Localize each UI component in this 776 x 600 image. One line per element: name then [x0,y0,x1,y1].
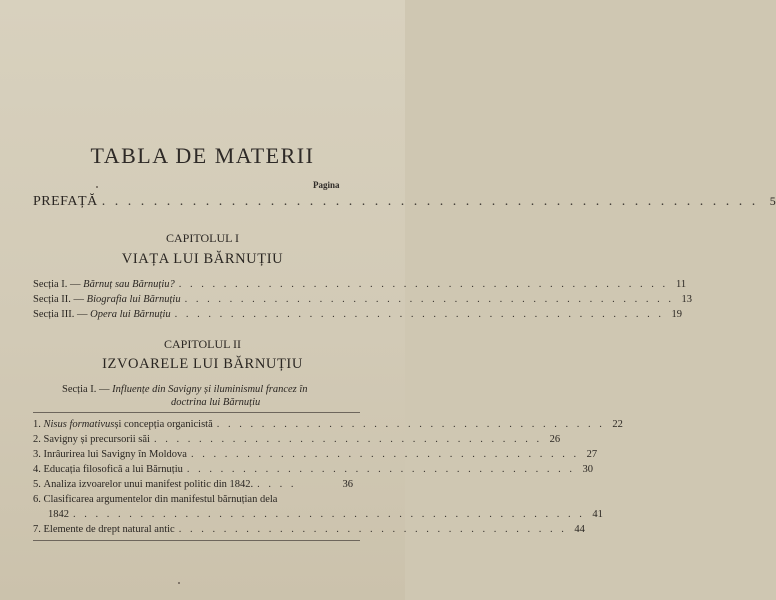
entry-text: Educația filosofică a lui Bărnuțiu [43,464,183,475]
chapter-1-label: CAPITOLUL I [166,231,239,245]
toc-row [33,494,353,505]
entry-page: 22 [612,419,623,430]
entry-text: Inrâurirea lui Savigny în Moldova [43,449,187,460]
entry-number: 5. [33,479,41,490]
entry-number: 2. [33,434,41,445]
entry-page: 27 [586,449,598,460]
section-header-title-line2: doctrina lui Bărnuțiu [171,397,261,408]
toc-row [33,479,353,490]
dot-leader: . . . . . . . . . . . . . . . . . . . . . . . . . . . . . . . . . . . . . . . . . . . . . . [73,509,585,520]
toc-row [33,309,683,320]
chapter-2-label: CAPITOLUL II [164,337,241,351]
entry-page: 30 [582,464,593,475]
paper-speck [96,186,98,188]
toc-row [33,524,585,535]
page-title: TABLA DE MATERII [90,143,315,168]
toc-row [33,294,692,305]
chapter-2-title: IZVOARELE LUI BĂRNUȚIU [102,356,303,372]
toc-row [33,419,623,430]
entry-number: 7. [33,524,41,535]
page-column-header: Pagina [313,180,340,190]
preface-page: 5 [769,194,776,208]
dot-leader: . . . . . . . . . . . . . . . . . . . . . . . . . . . . . . . . . . . . . . . . . . . . . . . . . . . [101,194,759,209]
dot-leader: . . . . . . . . . . . . . . . . . . . . . . . . . . . . . . . . . . . . . . . . . . . . [184,294,674,305]
entry-text: și concepția organicistă [114,419,213,430]
divider [33,540,360,541]
entry-number: 3. [33,449,41,460]
entry-text: Elemente de drept natural antic [43,524,175,535]
toc-row [33,464,593,475]
preface-label: PREFAȚĂ [33,194,98,209]
section-title: Opera lui Bărnuțiu [90,309,171,320]
entry-number: 6. [33,494,41,505]
toc-row-continuation [48,509,603,520]
dot-leader: . . . . . . . . . . . . . . . . . . . . . . . . . . . . . . . . . . . . . . . . . . . . [174,309,665,320]
section-prefix: Secția I. — [33,279,81,290]
section-title: Biografia lui Bărnuțiu [86,294,181,305]
section-prefix: Secția III. — [33,309,88,320]
entry-page: 36 [342,479,353,490]
entry-text: Clasificarea argumentelor din manifestul bărnuțian dela [43,494,278,505]
entry-italic: Nisus formativus [43,419,115,430]
entry-page: 26 [549,434,561,445]
chapter-1-title: VIAȚA LUI BĂRNUȚIU [121,251,284,267]
dot-leader: . . . . [257,479,297,490]
section-prefix: Secția II. — [33,294,85,305]
section-page: 13 [681,294,692,305]
section-header [62,383,308,397]
entry-text: 1842 [48,509,69,520]
dot-leader: . . . . . . . . . . . . . . . . . . . . . . . . . . . . . . . . . . . [216,419,605,430]
preface-entry [33,194,776,210]
entry-number: 4. [33,464,41,475]
entry-page: 41 [592,509,603,520]
section-page: 19 [671,309,683,320]
entry-page: 44 [574,524,585,535]
section-page: 11 [676,279,687,290]
toc-row [33,434,561,445]
divider [33,412,360,413]
dot-leader: . . . . . . . . . . . . . . . . . . . . . . . . . . . . . . . . . . . [178,524,567,535]
dot-leader: . . . . . . . . . . . . . . . . . . . . . . . . . . . . . . . . . . . [186,464,575,475]
toc-row [33,449,598,460]
dot-leader: . . . . . . . . . . . . . . . . . . . . . . . . . . . . . . . . . . . . . . . . . . . . [178,279,669,290]
section-title: Bărnuț sau Bărnuțiu? [83,279,175,290]
dot-leader: . . . . . . . . . . . . . . . . . . . . . . . . . . . . . . . . . . . [153,434,543,445]
paper-speck [178,582,180,584]
entry-number: 1. [33,419,41,430]
entry-text: Analiza izvoarelor unui manifest politic din 1842. [43,479,254,490]
section-header-title-line1: Influențe din Savigny și iluminismul francez în [112,384,308,395]
toc-row [33,279,687,290]
dot-leader: . . . . . . . . . . . . . . . . . . . . . . . . . . . . . . . . . . . [190,449,580,460]
section-prefix: Secția I. — [62,384,110,395]
entry-text: Savigny și precursorii săi [43,434,150,445]
